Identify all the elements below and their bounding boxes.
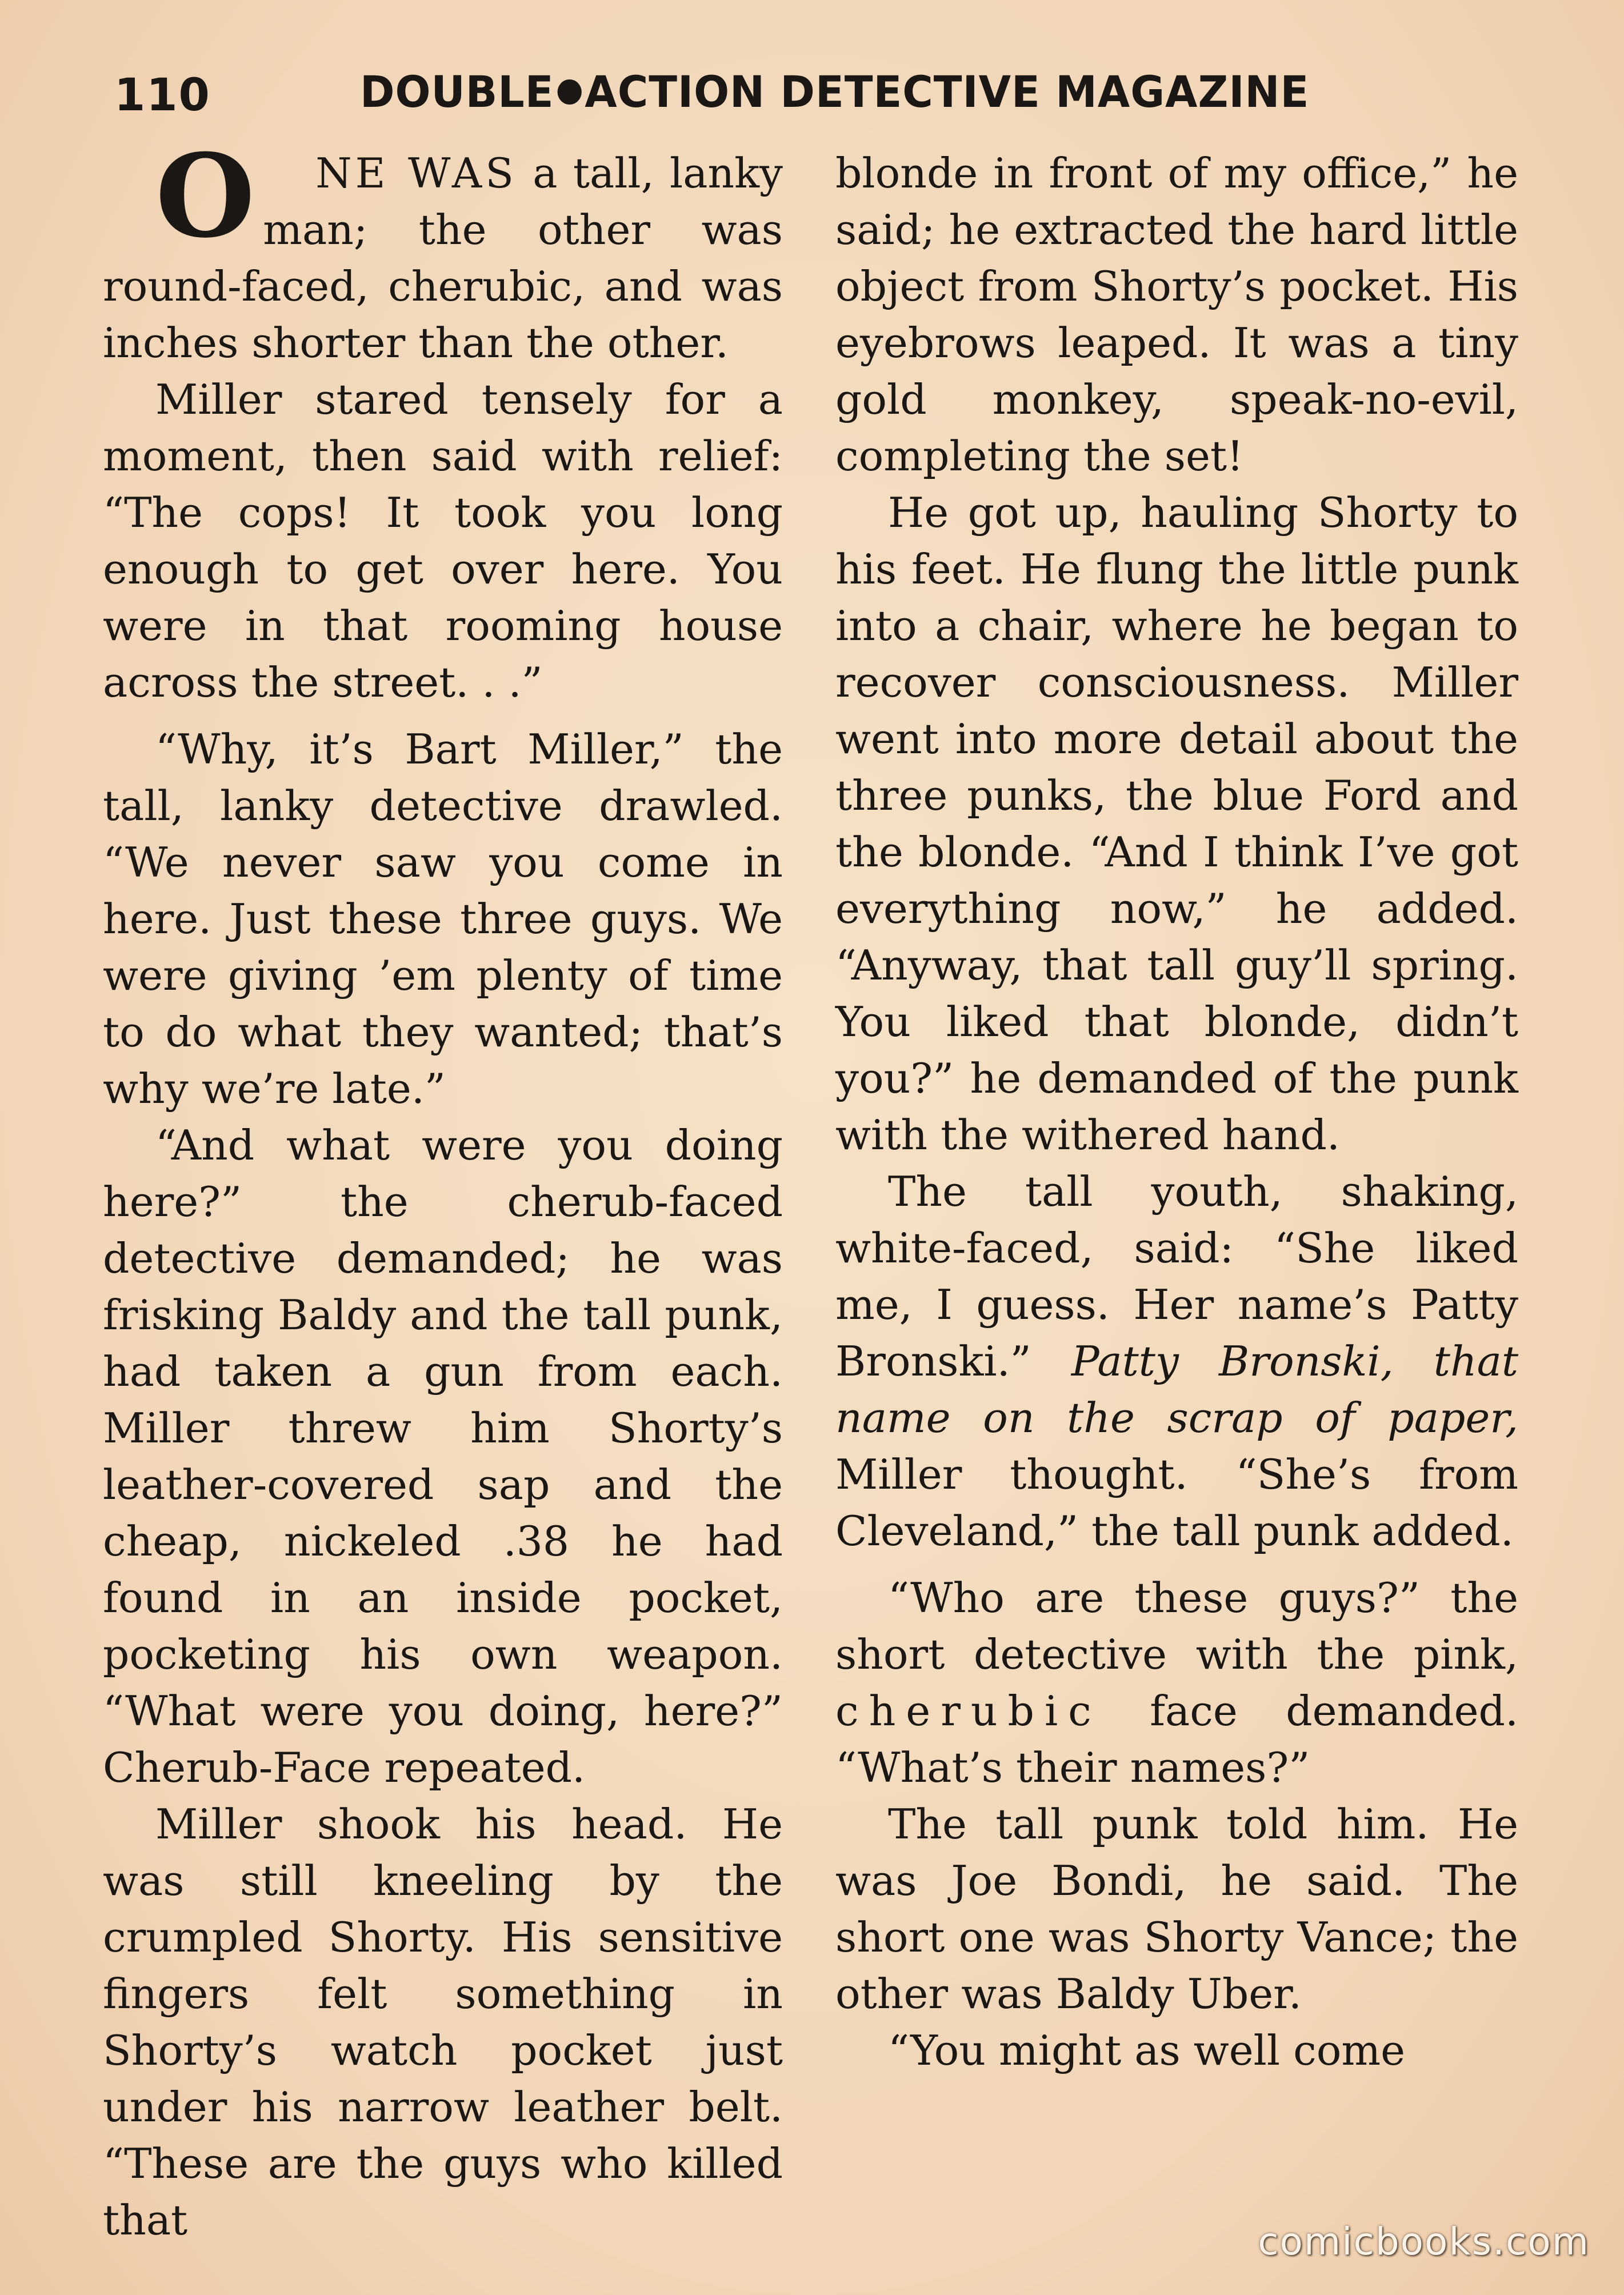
page-header <box>114 63 1510 126</box>
paragraph-text: Miller thought. “She’s from Cleveland,” the tall punk added. <box>835 1451 1518 1556</box>
paragraph-text: a tall, lanky man; the other was round-faced, cherubic, and was inches shorter than the other. <box>103 150 783 367</box>
paragraph-text: face demanded. “What’s their names?” <box>835 1688 1518 1792</box>
magazine-title-part2: ACTION DETECTIVE MAGAZINE <box>585 66 1310 117</box>
left-column <box>103 129 783 2249</box>
paragraph-text: The tall youth, shaking, white-faced, said: “She liked me, I guess. Her name’s Patty Bronski.” <box>835 1168 1518 1386</box>
paragraph <box>103 129 783 372</box>
drop-cap: O <box>155 129 255 263</box>
paragraph: “Why, it’s Bart Miller,” the tall, lanky detective drawled. “We never saw you come in here. Just these three guys. We were giving ’em plenty of time to do what they wanted; that’s why we’re late.” <box>103 726 783 1113</box>
italic-thought: Patty Bronski, that name on the scrap of paper, <box>835 1338 1518 1442</box>
paragraph: “And what were you doing here?” the cherub-faced detective demanded; he was frisking Baldy and the tall punk, had taken a gun from each. Miller threw him Shorty’s leather-covered sap and the cheap, nickeled .38 he had found in an inside pocket, pocketing his own weapon. “What were you doing, here?” Cherub-Face repeated. <box>103 1122 783 1792</box>
letterspaced-word: cherubic <box>835 1688 1102 1736</box>
page-number: 110 <box>114 70 211 121</box>
paragraph: blonde in front of my office,” he said; he extracted the hard little object from Shorty’s pocket. His eyebrows leaped. It was a tiny gold monkey, speak-no-evil, completing the set! <box>835 150 1518 481</box>
running-head <box>360 66 1309 117</box>
paragraph: “You might as well come <box>888 2027 1406 2075</box>
paragraph <box>835 1164 1518 1560</box>
right-column <box>835 146 1518 2080</box>
watermark: comicbooks.com <box>1258 2220 1590 2264</box>
opening-words: NE WAS <box>315 150 517 198</box>
paragraph: He got up, hauling Shorty to his feet. He flung the little punk into a chair, where he began to recover consciousness. Miller went into more detail about the three punks, the blue Ford and the blonde. “And I think I’ve got everything now,” he added. “Anyway, that tall guy’ll spring. You liked that blonde, didn’t you?” he demanded of the punk with the withered hand. <box>835 489 1518 1160</box>
paragraph <box>835 1570 1518 1797</box>
paragraph-text: “Who are these guys?” the short detective with the pink, <box>835 1574 1518 1679</box>
paragraph: The tall punk told him. He was Joe Bondi, he said. The short one was Shorty Vance; the other was Baldy Uber. <box>835 1801 1518 2018</box>
magazine-title-part1: DOUBLE <box>360 66 554 117</box>
bullet-dot-icon <box>557 79 581 105</box>
paragraph: Miller shook his head. He was still kneeling by the crumpled Shorty. His sensitive fingers felt something in Shorty’s watch pocket just under his narrow leather belt. “These are the guys who killed that <box>103 1801 783 2245</box>
paragraph: Miller stared tensely for a moment, then said with relief: “The cops! It took you long enough to get over here. You were in that rooming house across the street. . .” <box>103 376 783 707</box>
